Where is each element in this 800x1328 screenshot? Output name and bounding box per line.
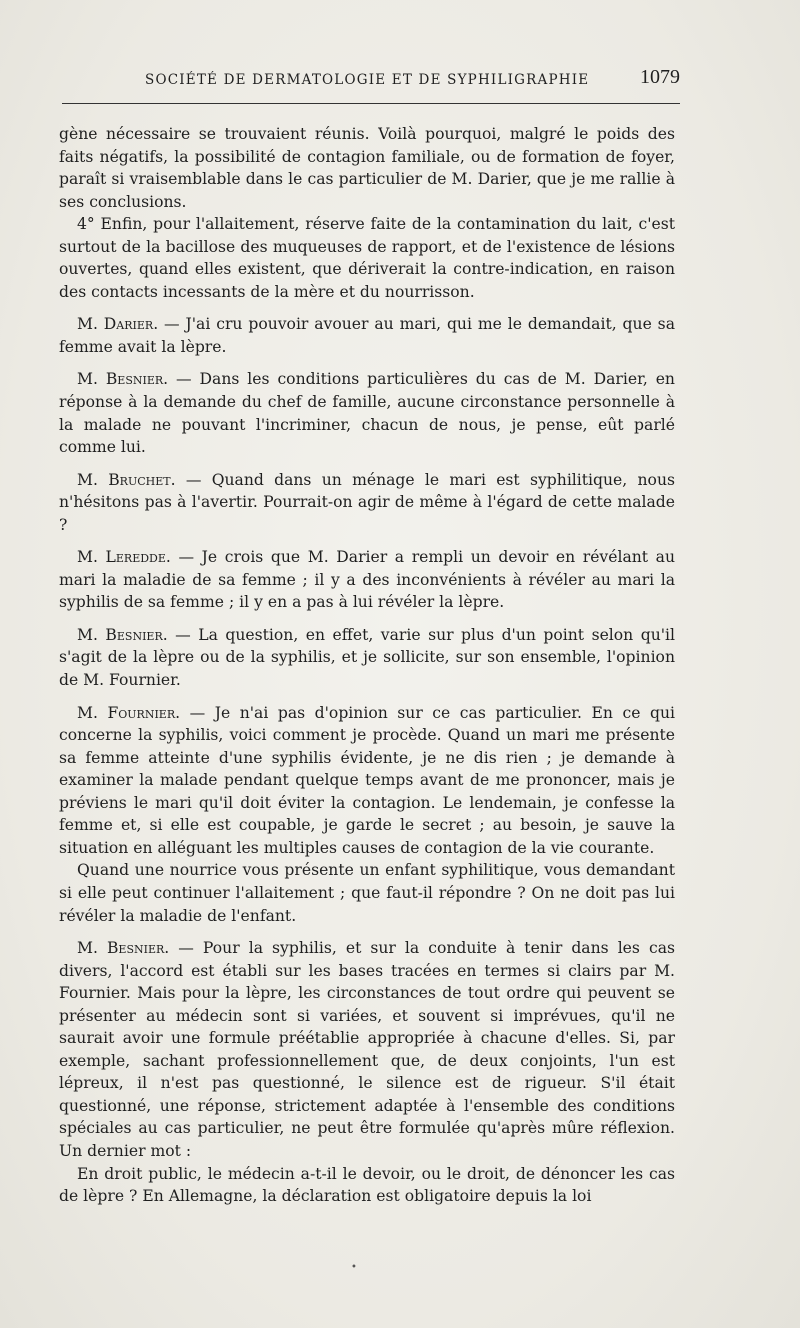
paragraph-speech	[59, 937, 675, 1162]
paragraph-text: — Je n'ai pas d'opinion sur ce cas particulier. En ce qui concerne la syphilis, voici comment je procède. Quand un mari me présente sa femme atteinte d'une syphilis évidente, je ne dis rien ; je demande à examiner la malade pendant quelque temps avant de me prononcer, mais je préviens le mari qu'il doit éviter la contagion. Le lendemain, je confesse la femme et, si elle est coupable, je garde le secret ; au besoin, je sauve la situation en alléguant les multiples causes de contagion de la vie courante.	[59, 703, 675, 857]
paragraph-text: gène nécessaire se trouvaient réunis. Voilà pourquoi, malgré le poids des faits négatifs, la possibilité de contagion familiale, ou de formation de foyer, paraît si vraisemblable dans le cas particulier de M. Darier, que je me rallie à ses conclusions.	[59, 125, 675, 211]
paragraph-speech	[59, 702, 675, 860]
speaker-name: M. Besnier.	[77, 370, 169, 389]
page-header	[145, 66, 680, 96]
paragraph	[59, 1163, 675, 1208]
paragraph-text: — Je crois que M. Darier a rempli un devoir en révélant au mari la maladie de sa femme ; il y a des inconvénients à révéler au mari la syphilis de sa femme ; il y en a pas à lui révéler la lèpre.	[59, 548, 676, 612]
header-rule	[62, 103, 680, 104]
paragraph	[59, 213, 675, 303]
speaker-name: M. Leredde.	[77, 548, 171, 567]
page-number: 1079	[640, 66, 680, 88]
speaker-name: M. Bruchet.	[77, 470, 176, 489]
paragraph-speech	[59, 624, 675, 692]
paragraph-text: — Pour la syphilis, et sur la conduite à tenir dans les cas divers, l'accord est établi sur les bases tracées en termes si clairs par M. Fournier. Mais pour la lèpre, les circonstances de tout ordre qui peuvent se présenter au médecin sont si variées, et souvent si imprévues, qu'il ne saurait avoir une formule préétablie appropriée à chacune d'elles. Si, par exemple, sachant professionnellement que, de deux conjoints, l'un est lépreux, il n'est pas questionné, le silence est de rigueur. S'il était questionné, une réponse, strictement adaptée à l'ensemble des conditions spéciales au cas particulier, ne peut être formulée qu'après mûre réflexion. Un dernier mot :	[59, 939, 675, 1160]
paragraph-speech	[59, 546, 675, 614]
paragraph	[59, 859, 675, 927]
paragraph-speech	[59, 368, 675, 458]
paragraph-continued	[59, 123, 675, 213]
paragraph-speech	[59, 313, 675, 358]
paragraph-text: — Quand dans un ménage le mari est syphilitique, nous n'hésitons pas à l'avertir. Pourrait-on agir de même à l'égard de cette malade ?	[59, 470, 675, 534]
speaker-name: M. Besnier.	[77, 939, 170, 958]
running-head: SOCIÉTÉ DE DERMATOLOGIE ET DE SYPHILIGRAPHIE	[145, 72, 590, 88]
speaker-name: M. Besnier.	[77, 625, 168, 644]
page-mark: •	[351, 1262, 357, 1273]
paragraph-text: — La question, en effet, varie sur plus d'un point selon qu'il s'agit de la lèpre ou de la syphilis, et je sollicite, sur son ensemble, l'opinion de M. Fournier.	[59, 625, 675, 690]
paragraph-text: Quand une nourrice vous présente un enfant syphilitique, vous demandant si elle peut continuer l'allaitement ; que faut-il répondre ? On ne doit pas lui révéler la maladie de l'enfant.	[59, 861, 675, 925]
paragraph-text: — Dans les conditions particulières du cas de M. Darier, en réponse à la demande du chef de famille, aucune circonstance personnelle à la malade ne pouvant l'incriminer, chacun de nous, je pense, eût parlé comme lui.	[59, 370, 675, 457]
paragraph-text: — J'ai cru pouvoir avouer au mari, qui me le demandait, que sa femme avait la lèpre.	[59, 315, 675, 356]
paragraph-speech	[59, 469, 675, 537]
speaker-name: M. Fournier.	[77, 703, 181, 722]
paragraph-text: 4° Enfin, pour l'allaitement, réserve faite de la contamination du lait, c'est surtout de la bacillose des muqueuses de rapport, et de l'existence de lésions ouvertes, quand elles existent, que dériverait la contre-indication, en raison des contacts incessants de la mère et du nourrisson.	[59, 215, 675, 301]
speaker-name: M. Darier.	[77, 315, 159, 334]
body-text	[59, 123, 675, 1208]
paragraph-text: En droit public, le médecin a-t-il le devoir, ou le droit, de dénoncer les cas de lèpre ? En Allemagne, la déclaration est obligatoire depuis la loi	[59, 1164, 675, 1206]
